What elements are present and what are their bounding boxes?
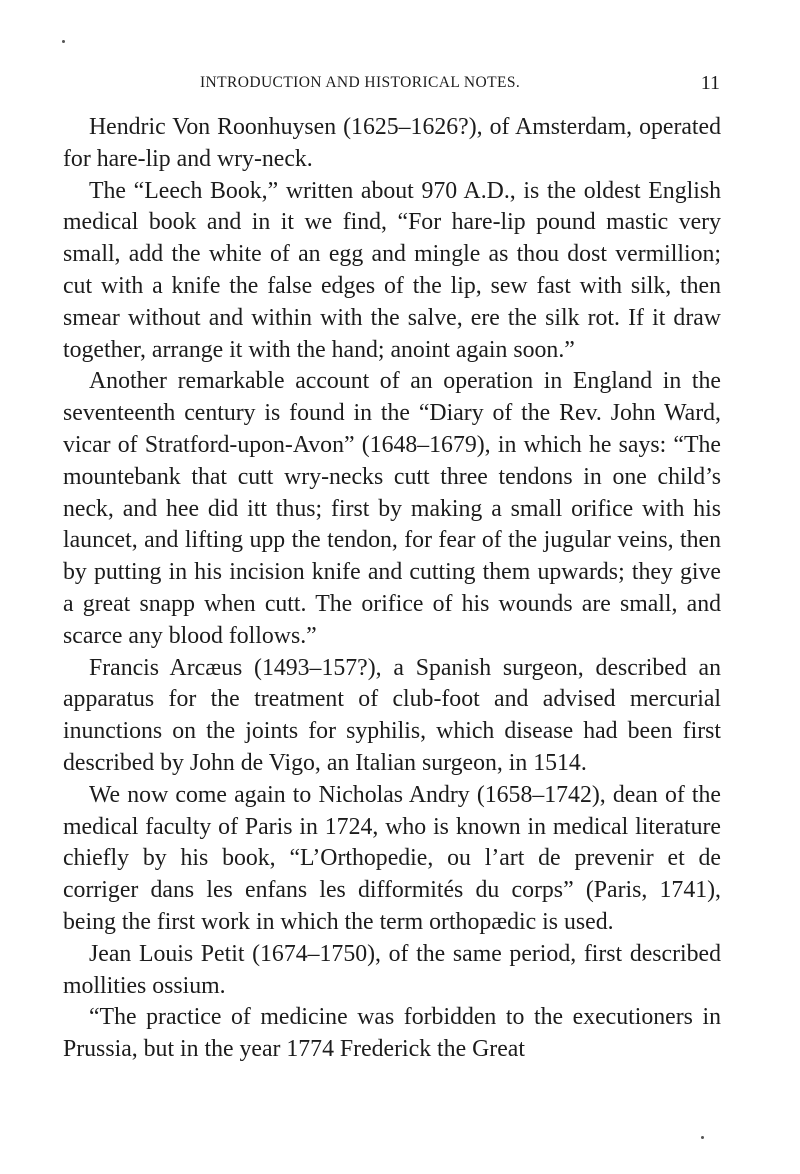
paragraph-ward-diary: Another remarkable account of an operation in England in the seventeenth century is found in the “Diary of the Rev. John Ward, vicar of Stratford-upon-Avon” (1648–1679), in which he says: “The mountebank that cutt wry-necks cutt three tendons in one child’s neck, and hee did itt thus; first by making a small orifice with his launcet, and lifting upp the tendon, for fear of the jugular veins, then by putting in his incision knife and cutting them upwards; they give a great snapp when cutt. The orifice of his wounds are small, and scarce any blood follows.” [63,368,721,649]
running-header-title: INTRODUCTION AND HISTORICAL NOTES. [200,74,521,91]
paragraph-leech-book: The “Leech Book,” written about 970 A.D., is the oldest English medical book and in it we find, “For hare-lip pound mastic very small, add the white of an egg and mingle as thou dost vermillion; cut with a knife the false edges of the lip, sew fast with silk, then smear without and within with the salve, ere the silk rot. If it draw together, arrange it with the hand; anoint again soon.” [63,177,721,363]
paragraph-roonhuysen: Hendric Von Roonhuysen (1625–1626?), of Amsterdam, operated for hare-lip and wry-neck. [63,114,721,172]
running-header [64,72,720,98]
paragraph-prussia: “The practice of medicine was forbidden to the executioners in Prussia, but in the year 1774 Frederick the Great [63,1004,721,1063]
paragraph-andry: We now come again to Nicholas Andry (1658–1742), dean of the medical faculty of Paris in 1724, who is known in medical literature chiefly by his book, “L’Orthopedie, ou l’art de prevenir et de corriger dans les enfans les difformités du corps” (Paris, 1741), being the first work in which the term orthopædic is used. [63,781,721,935]
page-number: 11 [700,72,720,94]
print-speck [701,1136,704,1139]
paragraph-arcaeus: Francis Arcæus (1493–157?), a Spanish surgeon, described an apparatus for the treatment of club-foot and advised mercurial inunctions on the joints for syphilis, which disease had been first described by John de Vigo, an Italian surgeon, in 1514. [63,654,721,776]
paragraph-petit: Jean Louis Petit (1674–1750), of the same period, first described mollities ossium. [63,940,721,999]
body-text [63,112,721,1066]
print-speck [62,40,65,43]
